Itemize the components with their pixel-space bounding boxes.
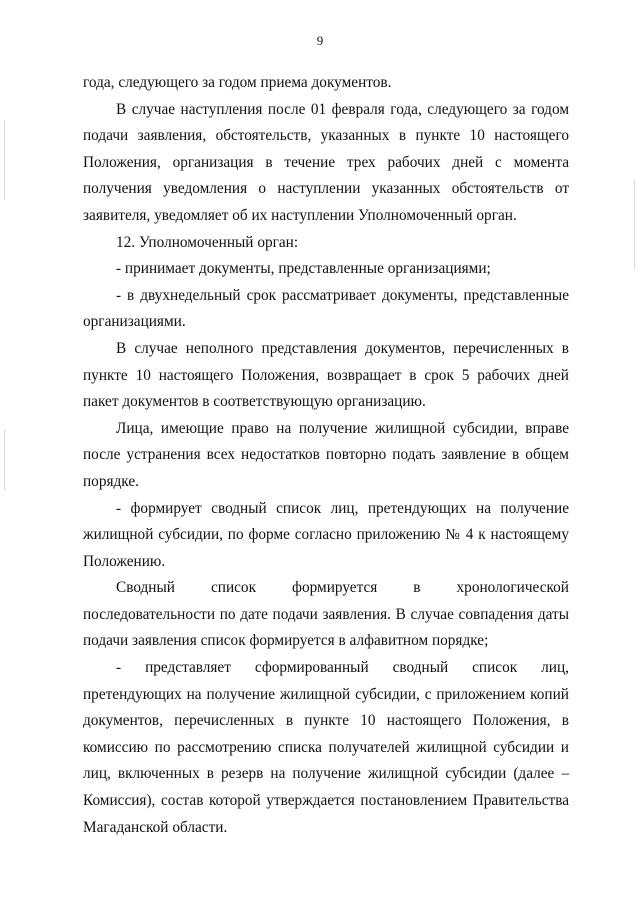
page-number: 9 xyxy=(316,33,324,48)
paragraph-accepts-documents: - принимает документы, представленные организациями; xyxy=(116,260,491,278)
paragraph-continuation: года, следующего за годом приема документов. xyxy=(83,74,392,91)
document-body xyxy=(83,70,569,841)
scan-edge-left-lower xyxy=(4,430,5,490)
paragraph-resubmission: Лица, имеющие право на получение жилищной субсидии, вправе после устранения всех недостатков повторно подать заявление в общем порядке. xyxy=(83,419,569,490)
paragraph-submits-to-commission: - представляет сформированный сводный список лиц, претендующих на получение жилищной субсидии, с приложением копий документов, перечисленных в пункте 10 настоящего Положения, в комиссию по рассмотрению списка получателей жилищной субсидии и лиц, включенных в резерв на получение жилищной субсидии (далее – Комиссия), состав которой утверждается постановлением Правительства Магаданской области. xyxy=(83,659,569,836)
paragraph-notice-after-february: В случае наступления после 01 февраля года, следующего за годом подачи заявления, обстоятельств, указанных в пункте 10 настоящего Положения, организация в течение трех рабочих дней с момента получения уведомления о наступлении указанных обстоятельств от заявителя, уведомляет об их наступлении Уполномоченный орган. xyxy=(83,100,569,224)
paragraph-item-12-heading: 12. Уполномоченный орган: xyxy=(116,233,299,251)
paragraph-forms-list: - формирует сводный список лиц, претендующих на получение жилищной субсидии, по форме согласно приложению № 4 к настоящему Положению. xyxy=(83,499,569,570)
paragraph-reviews-documents: - в двухнедельный срок рассматривает документы, представленные организациями. xyxy=(83,286,569,331)
paragraph-chronological-order: Сводный список формируется в хронологической последовательности по дате подачи заявления. В случае совпадения даты подачи заявления список формируется в алфавитном порядке; xyxy=(83,579,569,650)
scan-edge-right xyxy=(634,180,635,270)
scan-edge-left xyxy=(4,120,5,200)
paragraph-incomplete-documents: В случае неполного представления документов, перечисленных в пункте 10 настоящего Положения, возвращает в срок 5 рабочих дней пакет документов в соответствующую организацию. xyxy=(83,339,569,411)
